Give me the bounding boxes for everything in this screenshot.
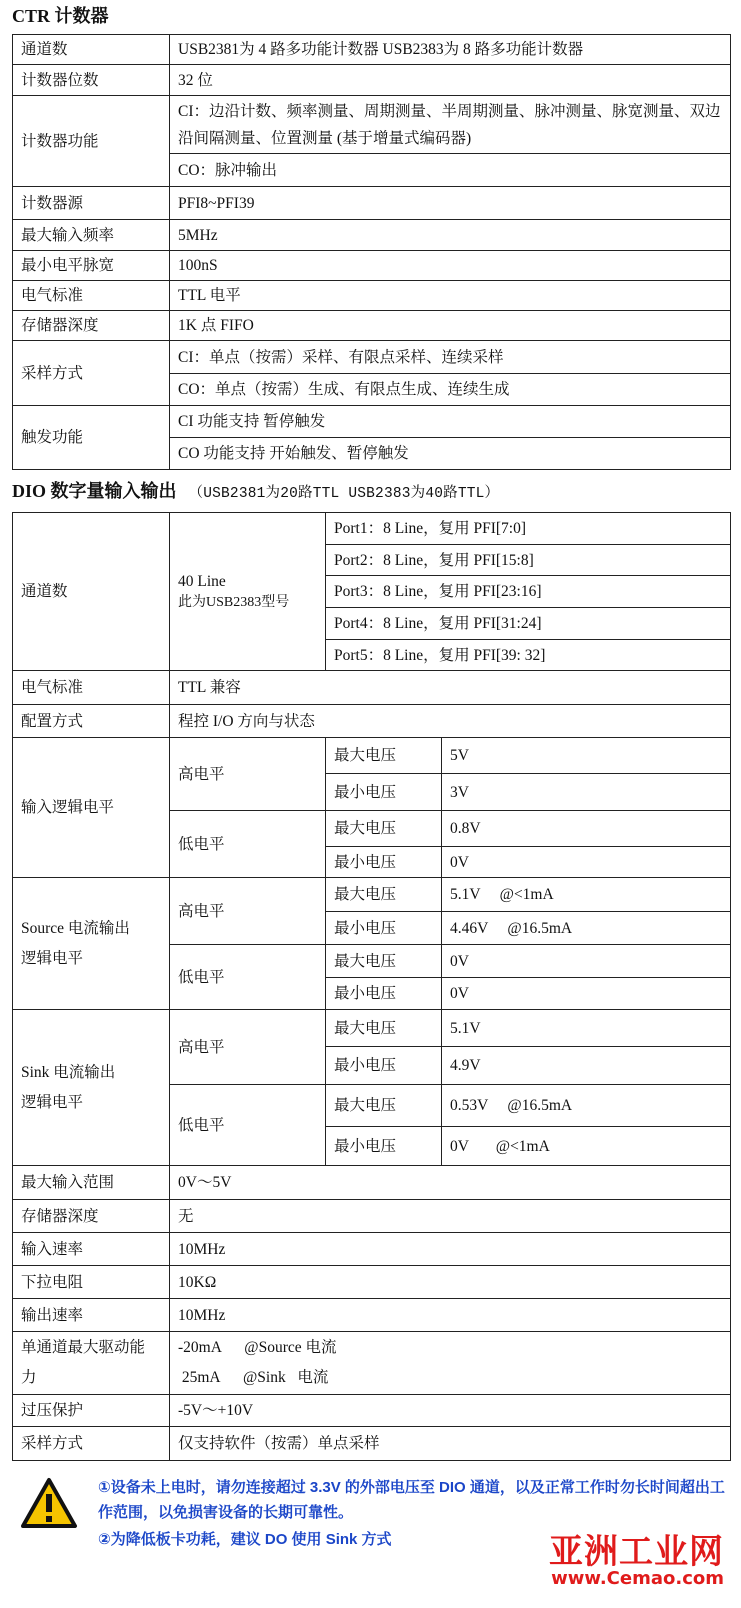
table-row: [13, 1166, 731, 1200]
dio-sink-low-min-label: 最小电压: [326, 1127, 442, 1166]
dio-drive-label: [13, 1332, 170, 1395]
dio-input-high-label: 高电平: [170, 738, 326, 811]
ctr-maxfreq-label: 最大输入频率: [13, 220, 170, 251]
ctr-source-label: 计数器源: [13, 187, 170, 220]
ctr-channels-value: USB2381为 4 路多功能计数器 USB2383为 8 路多功能计数器: [170, 35, 731, 65]
dio-port-2: Port2：8 Line，复用 PFI[15:8]: [326, 545, 731, 576]
dio-elec-label: 电气标准: [13, 671, 170, 705]
dio-channels-label: 通道数: [13, 513, 170, 671]
ctr-trigger-label: 触发功能: [13, 406, 170, 470]
table-row: [13, 406, 731, 438]
dio-sink-low-label: 低电平: [170, 1085, 326, 1166]
table-row: [13, 1299, 731, 1332]
ctr-bits-value: 32 位: [170, 65, 731, 96]
dio-sink-low-max-value: 0.53V @16.5mA: [442, 1085, 731, 1127]
dio-input-low-max-value: 0.8V: [442, 811, 731, 847]
dio-source-low-min-label: 最小电压: [326, 978, 442, 1010]
ctr-depth-label: 存储器深度: [13, 311, 170, 341]
dio-title: DIO 数字量输入输出: [12, 481, 177, 501]
table-row: [13, 1233, 731, 1266]
dio-drive-label-line2: 力: [21, 1369, 37, 1386]
dio-ovp-label: 过压保护: [13, 1395, 170, 1427]
dio-depth-label: 存储器深度: [13, 1200, 170, 1233]
dio-input-low-max-label: 最大电压: [326, 811, 442, 847]
dio-input-low-min-label: 最小电压: [326, 847, 442, 878]
ctr-maxfreq-value: 5MHz: [170, 220, 731, 251]
dio-section-title: [12, 477, 499, 503]
dio-source-label-line1: Source 电流输出: [21, 919, 130, 937]
dio-sink-high-label: 高电平: [170, 1010, 326, 1085]
dio-outrate-value: 10MHz: [170, 1299, 731, 1332]
table-row: [13, 1266, 731, 1299]
ctr-depth-value: 1K 点 FIFO: [170, 311, 731, 341]
logo-name: 亚洲工业网: [549, 1532, 724, 1572]
site-logo: [540, 1524, 730, 1604]
dio-sink-label-line1: Sink 电流输出: [21, 1063, 116, 1081]
table-row: [13, 878, 731, 912]
dio-source-low-label: 低电平: [170, 945, 326, 1010]
warning-triangle-icon: [20, 1477, 78, 1529]
dio-config-value: 程控 I/O 方向与状态: [170, 705, 731, 738]
dio-source-low-max-label: 最大电压: [326, 945, 442, 978]
dio-port-1: Port1：8 Line，复用 PFI[7:0]: [326, 513, 731, 545]
dio-source-high-max-value: 5.1V @<1mA: [442, 878, 731, 912]
table-row: [13, 1427, 731, 1461]
warning-line-2: ②为降低板卡功耗，建议 DO 使用 Sink 方式: [98, 1531, 392, 1548]
dio-channels-lines: 40 Line: [178, 572, 226, 590]
table-row: [13, 513, 731, 545]
dio-sink-low-max-label: 最大电压: [326, 1085, 442, 1127]
ctr-minpulse-value: 100nS: [170, 251, 731, 281]
dio-drive-sink: 25mA @Sink 电流: [178, 1369, 329, 1386]
ctr-function-co: CO：脉冲输出: [170, 154, 731, 187]
dio-range-label: 最大输入范围: [13, 1166, 170, 1200]
ctr-trigger-ci: CI 功能支持 暂停触发: [170, 406, 731, 438]
ctr-elec-label: 电气标准: [13, 281, 170, 311]
dio-ovp-value: -5V～+10V: [170, 1395, 731, 1427]
ctr-function-ci: CI：边沿计数、频率测量、周期测量、半周期测量、脉冲测量、脉宽测量、双边沿间隔测量、位置测量 (基于增量式编码器): [170, 96, 731, 154]
dio-sink-low-min-value: 0V @<1mA: [442, 1127, 731, 1166]
ctr-sample-ci: CI：单点（按需）采样、有限点采样、连续采样: [170, 341, 731, 374]
dio-elec-value: TTL 兼容: [170, 671, 731, 705]
dio-sink-high-max-value: 5.1V: [442, 1010, 731, 1047]
table-row: [13, 705, 731, 738]
dio-sink-label-line2: 逻辑电平: [21, 1093, 84, 1111]
dio-sink-level-label: [13, 1010, 170, 1166]
table-row: [13, 738, 731, 774]
table-row: [13, 1200, 731, 1233]
ctr-sample-label: 采样方式: [13, 341, 170, 406]
dio-channels-model: 此为USB2383型号: [178, 594, 290, 610]
ctr-function-label: 计数器功能: [13, 96, 170, 187]
ctr-source-value: PFI8~PFI39: [170, 187, 731, 220]
dio-source-label-line2: 逻辑电平: [21, 949, 84, 967]
dio-input-high-max-value: 5V: [442, 738, 731, 774]
table-row: [13, 1395, 731, 1427]
dio-source-level-label: [13, 878, 170, 1010]
dio-inrate-label: 输入速率: [13, 1233, 170, 1266]
ctr-channels-label: 通道数: [13, 35, 170, 65]
dio-depth-value: 无: [170, 1200, 731, 1233]
dio-subtitle: （USB2381为20路TTL USB2383为40路TTL）: [188, 486, 500, 502]
table-row: [13, 671, 731, 705]
dio-source-high-min-value: 4.46V @16.5mA: [442, 912, 731, 945]
table-row: [13, 1010, 731, 1047]
ctr-spec-table: [12, 34, 731, 470]
dio-input-high-min-label: 最小电压: [326, 774, 442, 811]
dio-config-label: 配置方式: [13, 705, 170, 738]
dio-source-high-label: 高电平: [170, 878, 326, 945]
dio-channels-value: [170, 513, 326, 671]
logo-url: www.Cemao.com: [551, 1568, 724, 1589]
dio-input-high-min-value: 3V: [442, 774, 731, 811]
table-row: [13, 35, 731, 65]
dio-source-high-min-label: 最小电压: [326, 912, 442, 945]
dio-input-low-label: 低电平: [170, 811, 326, 878]
dio-sink-high-min-value: 4.9V: [442, 1047, 731, 1085]
dio-input-low-min-value: 0V: [442, 847, 731, 878]
dio-sample-value: 仅支持软件（按需）单点采样: [170, 1427, 731, 1461]
dio-port-3: Port3：8 Line，复用 PFI[23:16]: [326, 576, 731, 608]
dio-drive-label-line1: 单通道最大驱动能: [21, 1339, 146, 1356]
dio-pulldown-label: 下拉电阻: [13, 1266, 170, 1299]
dio-input-high-max-label: 最大电压: [326, 738, 442, 774]
dio-source-high-max-label: 最大电压: [326, 878, 442, 912]
dio-port-5: Port5：8 Line，复用 PFI[39: 32]: [326, 640, 731, 671]
warning-line-1: ①设备未上电时，请勿连接超过 3.3V 的外部电压至 DIO 通道，以及正常工作时勿长时间超出工作范围，以免损害设备的长期可靠性。: [98, 1479, 725, 1521]
dio-sample-label: 采样方式: [13, 1427, 170, 1461]
dio-source-low-max-value: 0V: [442, 945, 731, 978]
dio-sink-high-min-label: 最小电压: [326, 1047, 442, 1085]
table-row: [13, 1332, 731, 1395]
dio-range-value: 0V～5V: [170, 1166, 731, 1200]
dio-source-low-min-value: 0V: [442, 978, 731, 1010]
table-row: [13, 187, 731, 220]
dio-spec-table: [12, 512, 731, 1461]
table-row: [13, 311, 731, 341]
table-row: [13, 220, 731, 251]
dio-drive-value: [170, 1332, 731, 1395]
table-row: [13, 251, 731, 281]
ctr-sample-co: CO：单点（按需）生成、有限点生成、连续生成: [170, 374, 731, 406]
dio-input-level-label: 输入逻辑电平: [13, 738, 170, 878]
ctr-minpulse-label: 最小电平脉宽: [13, 251, 170, 281]
table-row: [13, 341, 731, 374]
ctr-bits-label: 计数器位数: [13, 65, 170, 96]
dio-inrate-value: 10MHz: [170, 1233, 731, 1266]
dio-outrate-label: 输出速率: [13, 1299, 170, 1332]
dio-pulldown-value: 10KΩ: [170, 1266, 731, 1299]
ctr-section-title: CTR 计数器: [12, 6, 109, 26]
table-row: [13, 96, 731, 154]
ctr-trigger-co: CO 功能支持 开始触发、暂停触发: [170, 438, 731, 470]
table-row: [13, 65, 731, 96]
dio-port-4: Port4：8 Line，复用 PFI[31:24]: [326, 608, 731, 640]
dio-sink-high-max-label: 最大电压: [326, 1010, 442, 1047]
table-row: [13, 281, 731, 311]
ctr-elec-value: TTL 电平: [170, 281, 731, 311]
dio-drive-source: -20mA @Source 电流: [178, 1339, 337, 1356]
